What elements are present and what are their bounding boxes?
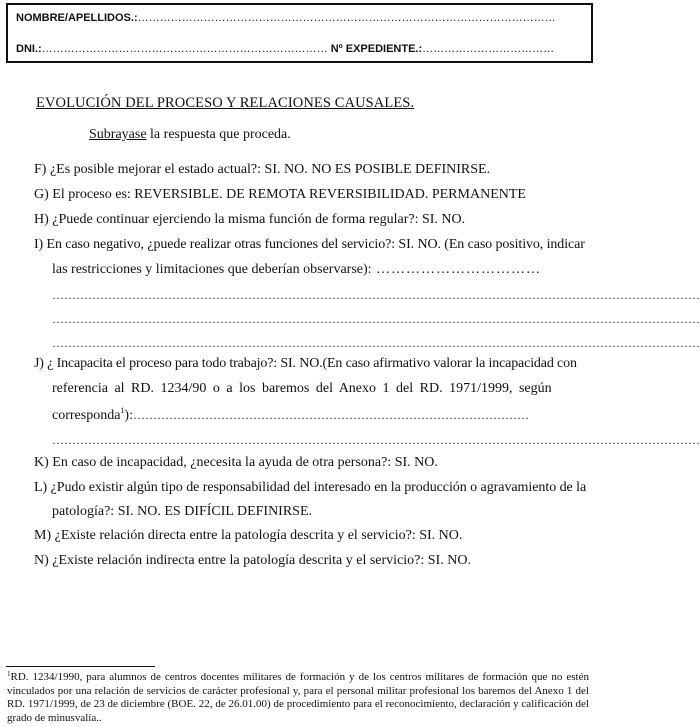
nombre-field[interactable]: ……………………………………………………………………………………………………	[137, 12, 556, 24]
dni-label: DNI.:	[16, 43, 42, 55]
item-i-answer-line[interactable]: ………………………………………………………………………………………………………………………………………………	[52, 288, 700, 302]
dni-line	[16, 43, 554, 55]
nombre-line	[16, 12, 556, 24]
item-j-line3-text: corresponda	[52, 408, 121, 423]
item-n: N) ¿Existe relación indirecta entre la patología descrita y el servicio?: SI. NO.	[34, 553, 471, 568]
instruction-rest: la respuesta que proceda.	[146, 127, 291, 142]
item-i-answer-dots[interactable]: ……………………………	[371, 262, 542, 277]
section-title: EVOLUCIÓN DEL PROCESO Y RELACIONES CAUSALES.	[36, 95, 415, 111]
item-f: F) ¿Es posible mejorar el estado actual?: SI. NO. NO ES POSIBLE DEFINIRSE.	[34, 162, 491, 177]
item-h: H) ¿Puede continuar ejerciendo la misma función de forma regular?: SI. NO.	[34, 212, 466, 227]
expediente-field[interactable]: ………………………………	[422, 43, 555, 55]
instruction	[89, 127, 291, 143]
footnote-marker: 1	[7, 670, 11, 678]
footnote	[7, 668, 589, 725]
expediente-label: Nº EXPEDIENTE.:	[330, 43, 423, 55]
item-i-line2	[52, 262, 541, 278]
item-i-line2-text: las restricciones y limitaciones que deberían observarse):	[52, 262, 372, 277]
instruction-underlined: Subrayase	[89, 127, 147, 142]
item-l-line1: L) ¿Pudo existir algún tipo de responsabilidad del interesado en la producción o agravamiento de la	[34, 480, 587, 495]
item-i-answer-line[interactable]: ………………………………………………………………………………………………………………………………………………	[52, 336, 700, 350]
item-g: G) El proceso es: REVERSIBLE. DE REMOTA REVERSIBILIDAD. PERMANENTE	[34, 187, 526, 202]
item-j-line3-tail: ):	[124, 408, 133, 423]
item-m: M) ¿Existe relación directa entre la patología descrita y el servicio?: SI. NO.	[34, 528, 463, 543]
footnote-text: RD. 1234/1990, para alumnos de centros docentes militares de formación y de los centros militares de formación que no estén vinculados por una relación de servicios de carácter profesional y, para el personal militar profesional los baremos del Anexo 1 del RD. 1971/1999, de 23 de diciembre (BOE. 22, de 26.01.00) de procedimiento para el reconocimiento, declaración y calificación del grado de minusvalía..	[7, 671, 589, 724]
applicant-header-box	[6, 3, 593, 63]
item-j-line2: referencia al RD. 1234/90 o a los baremos del Anexo 1 del RD. 1971/1999, según	[52, 381, 552, 396]
item-j-answer-line[interactable]: ………………………………………………………………………………………………………………………………………………	[52, 433, 700, 447]
item-j-answer-dots[interactable]: ………………………………………………………………………………………	[132, 408, 529, 422]
item-j-line3	[52, 406, 529, 424]
item-k: K) En caso de incapacidad, ¿necesita la ayuda de otra persona?: SI. NO.	[34, 455, 438, 470]
nombre-label: NOMBRE/APELLIDOS.:	[16, 12, 138, 24]
item-i-line1: I) En caso negativo, ¿puede realizar otras funciones del servicio?: SI. NO. (En caso positivo, indicar	[34, 237, 585, 252]
item-i-answer-line[interactable]: ………………………………………………………………………………………………………………………………………………	[52, 312, 700, 326]
dni-field[interactable]: ……………………………………………………………………	[41, 43, 328, 55]
item-j-line1: J) ¿ Incapacita el proceso para todo trabajo?: SI. NO.(En caso afirmativo valorar la incapacidad con	[34, 356, 577, 371]
footnote-divider	[6, 666, 155, 667]
footnote-ref: 1	[120, 406, 125, 415]
item-l-line2: patología?: SI. NO. ES DIFÍCIL DEFINIRSE.	[52, 504, 313, 519]
